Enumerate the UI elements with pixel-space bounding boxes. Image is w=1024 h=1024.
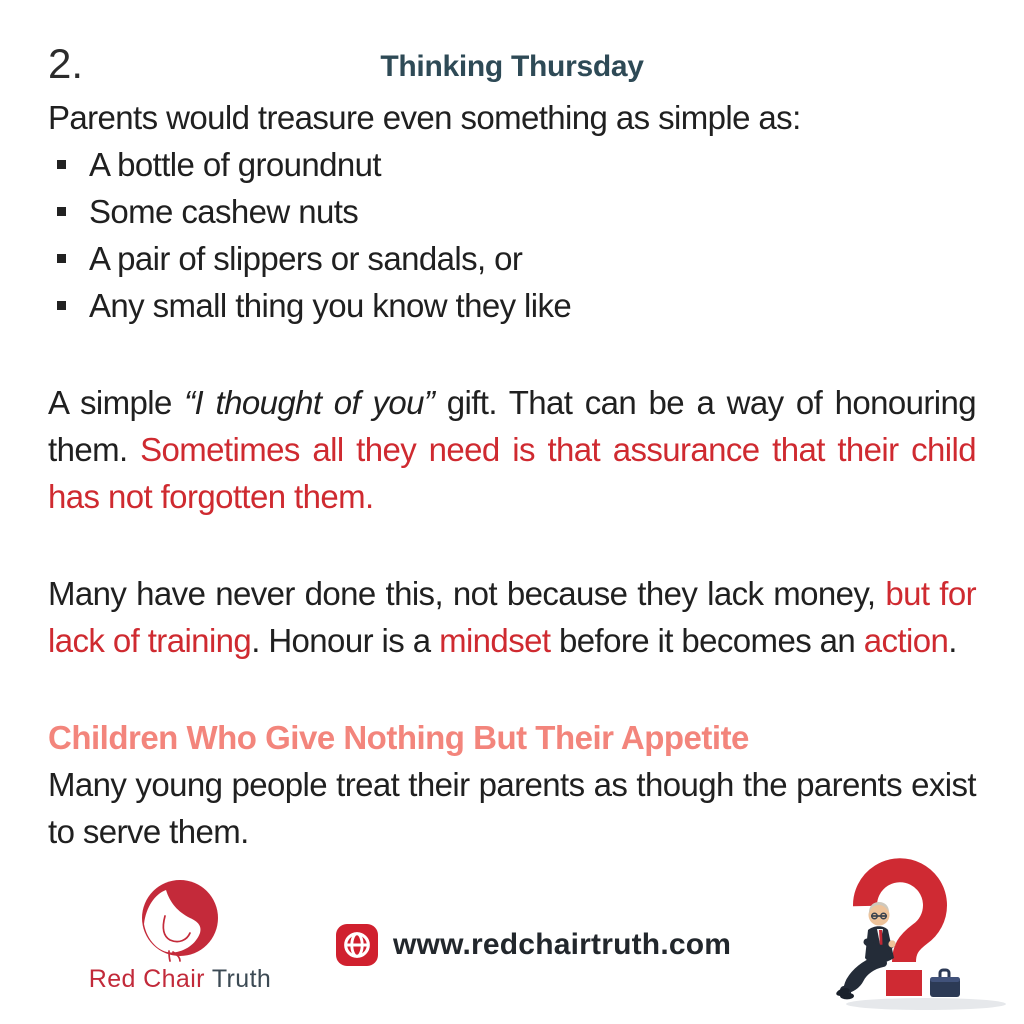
text-segment-normal: gift. That can be a way of honouring them.	[48, 384, 976, 468]
brand-logo-text	[80, 965, 280, 994]
brand-name-red: Red Chair	[88, 965, 205, 993]
text-segment-normal: . Honour is a	[251, 622, 440, 659]
text-segment-normal: before it becomes an	[550, 622, 864, 659]
brand-name-dark: Truth	[211, 965, 272, 993]
paragraph-gift	[48, 379, 976, 520]
website-url: www.redchairtruth.com	[393, 928, 732, 961]
text-segment-normal: A simple	[48, 384, 185, 421]
text-segment-normal: Many have never done this, not because they lack money,	[48, 575, 886, 612]
text-segment-red: mindset	[439, 622, 551, 659]
list-item	[48, 282, 976, 329]
header-row	[48, 42, 976, 94]
square-bullet-icon	[57, 160, 66, 169]
question-mark-icon	[836, 858, 1016, 1018]
text-segment-red: but for lack of training	[48, 575, 976, 659]
list-item	[48, 188, 976, 235]
text-segment-red: action	[863, 622, 949, 659]
square-bullet-icon	[57, 301, 66, 310]
paragraph-appetite: Many young people treat their parents as though the parents exist to serve them.	[48, 766, 976, 850]
globe-icon	[336, 924, 378, 966]
page-number: 2.	[48, 40, 84, 87]
paragraph-training	[48, 570, 976, 664]
list-item-label: Any small thing you know they like	[89, 287, 572, 324]
intro-line: Parents would treasure even something as simple as:	[48, 99, 801, 136]
text-segment-italic: “I thought of you”	[184, 384, 435, 421]
list-item	[48, 141, 976, 188]
text-segment-normal: .	[948, 622, 957, 659]
gift-ideas-list	[48, 141, 976, 329]
brand-logo	[80, 878, 280, 994]
square-bullet-icon	[57, 207, 66, 216]
list-item-label: A bottle of groundnut	[89, 146, 381, 183]
red-chair-logo-icon	[134, 878, 226, 962]
website-row	[336, 924, 731, 966]
question-mark-businessman-illustration	[836, 858, 1016, 1018]
list-item-label: A pair of slippers or sandals, or	[89, 240, 523, 277]
list-item	[48, 235, 976, 282]
series-title: Thinking Thursday	[380, 50, 644, 83]
square-bullet-icon	[57, 254, 66, 263]
text-segment-red: Sometimes all they need is that assurance that their child has not forgotten them.	[48, 431, 976, 515]
briefcase-icon	[930, 970, 960, 997]
list-item-label: Some cashew nuts	[89, 193, 359, 230]
section-subheading: Children Who Give Nothing But Their Appetite	[48, 719, 749, 756]
